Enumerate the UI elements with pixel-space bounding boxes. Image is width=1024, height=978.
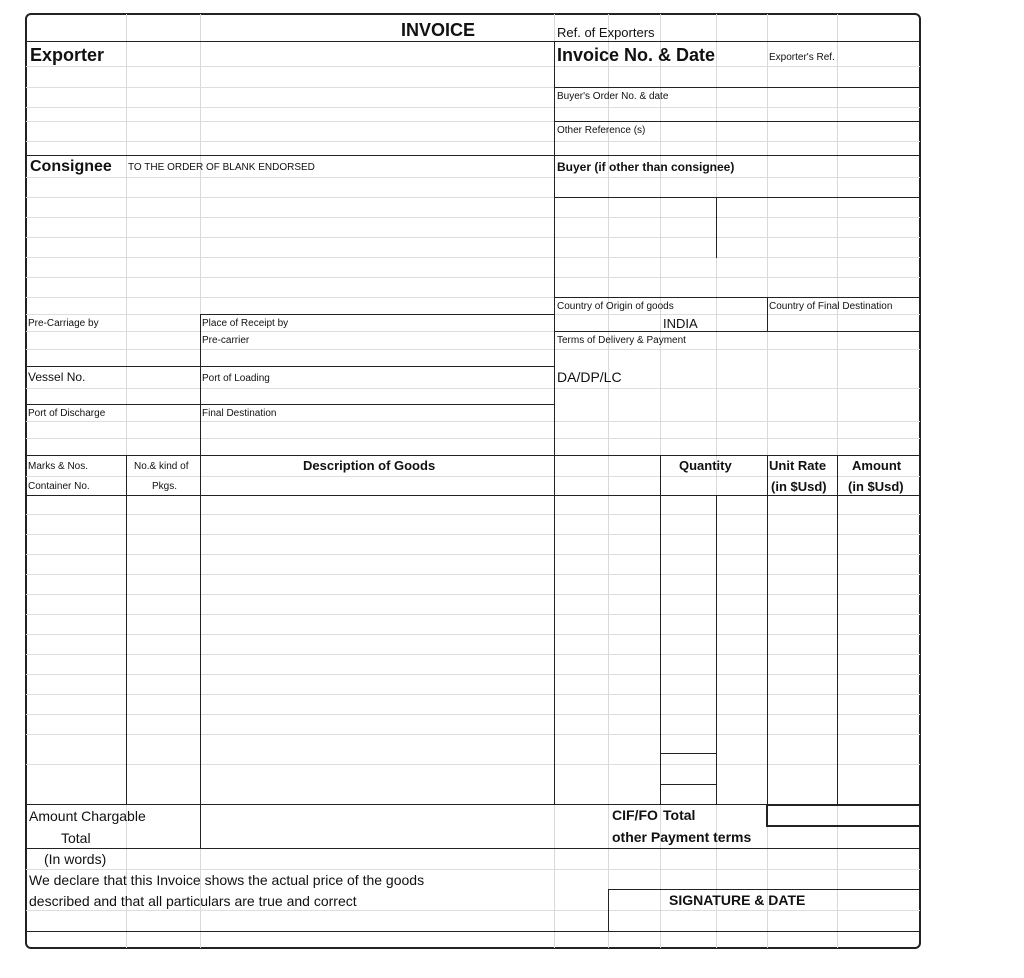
amount-chargable-label: Amount Chargable bbox=[29, 808, 146, 824]
cif-label: CIF/FO bbox=[612, 807, 658, 823]
other-reference-label: Other Reference (s) bbox=[557, 125, 646, 136]
declaration-line-1: We declare that this Invoice shows the actual price of the goods bbox=[29, 872, 425, 888]
total-label: Total bbox=[61, 830, 91, 846]
country-final-label: Country of Final Destination bbox=[769, 301, 893, 312]
invoice-title: INVOICE bbox=[401, 20, 476, 40]
terms-delivery-label: Terms of Delivery & Payment bbox=[557, 335, 686, 346]
port-discharge-label: Port of Discharge bbox=[28, 408, 106, 419]
pre-carriage-label: Pre-Carriage by bbox=[28, 318, 99, 329]
ref-of-exporters-label: Ref. of Exporters bbox=[557, 25, 655, 40]
exporters-ref-label: Exporter's Ref. bbox=[769, 52, 835, 63]
terms-value: DA/DP/LC bbox=[557, 369, 622, 385]
signature-label: SIGNATURE & DATE bbox=[669, 892, 806, 908]
final-destination-label: Final Destination bbox=[202, 408, 277, 419]
exporter-label: Exporter bbox=[30, 45, 105, 65]
buyers-order-label: Buyer's Order No. & date bbox=[557, 91, 669, 102]
country-origin-label: Country of Origin of goods bbox=[557, 301, 674, 312]
pre-carrier-label: Pre-carrier bbox=[202, 335, 250, 346]
consignee-value: TO THE ORDER OF BLANK ENDORSED bbox=[128, 162, 315, 173]
in-words-label: (In words) bbox=[44, 851, 107, 867]
description-header: Description of Goods bbox=[303, 458, 436, 473]
invoice-no-date-label: Invoice No. & Date bbox=[557, 45, 716, 65]
place-receipt-label: Place of Receipt by bbox=[202, 318, 289, 329]
other-payment-label: other Payment terms bbox=[612, 829, 752, 845]
quantity-header: Quantity bbox=[679, 458, 732, 473]
kind-header: No.& kind of bbox=[134, 461, 189, 472]
consignee-label: Consignee bbox=[30, 158, 112, 175]
marks-header: Marks & Nos. bbox=[28, 461, 89, 472]
amount-header: Amount bbox=[852, 458, 902, 473]
vessel-label: Vessel No. bbox=[28, 370, 86, 384]
buyer-other-label: Buyer (if other than consignee) bbox=[557, 160, 735, 174]
declaration-line-2: described and that all particulars are true and correct bbox=[29, 893, 357, 909]
unit-rate-header: Unit Rate bbox=[769, 458, 827, 473]
total-amount-box[interactable] bbox=[766, 804, 921, 827]
amount-sub-header: (in $Usd) bbox=[848, 479, 904, 494]
country-origin-value: INDIA bbox=[663, 316, 698, 331]
port-loading-label: Port of Loading bbox=[202, 373, 270, 384]
cif-total-label: Total bbox=[663, 807, 696, 823]
unit-rate-sub-header: (in $Usd) bbox=[771, 479, 827, 494]
pkgs-header: Pkgs. bbox=[152, 481, 178, 492]
container-header: Container No. bbox=[28, 481, 90, 492]
